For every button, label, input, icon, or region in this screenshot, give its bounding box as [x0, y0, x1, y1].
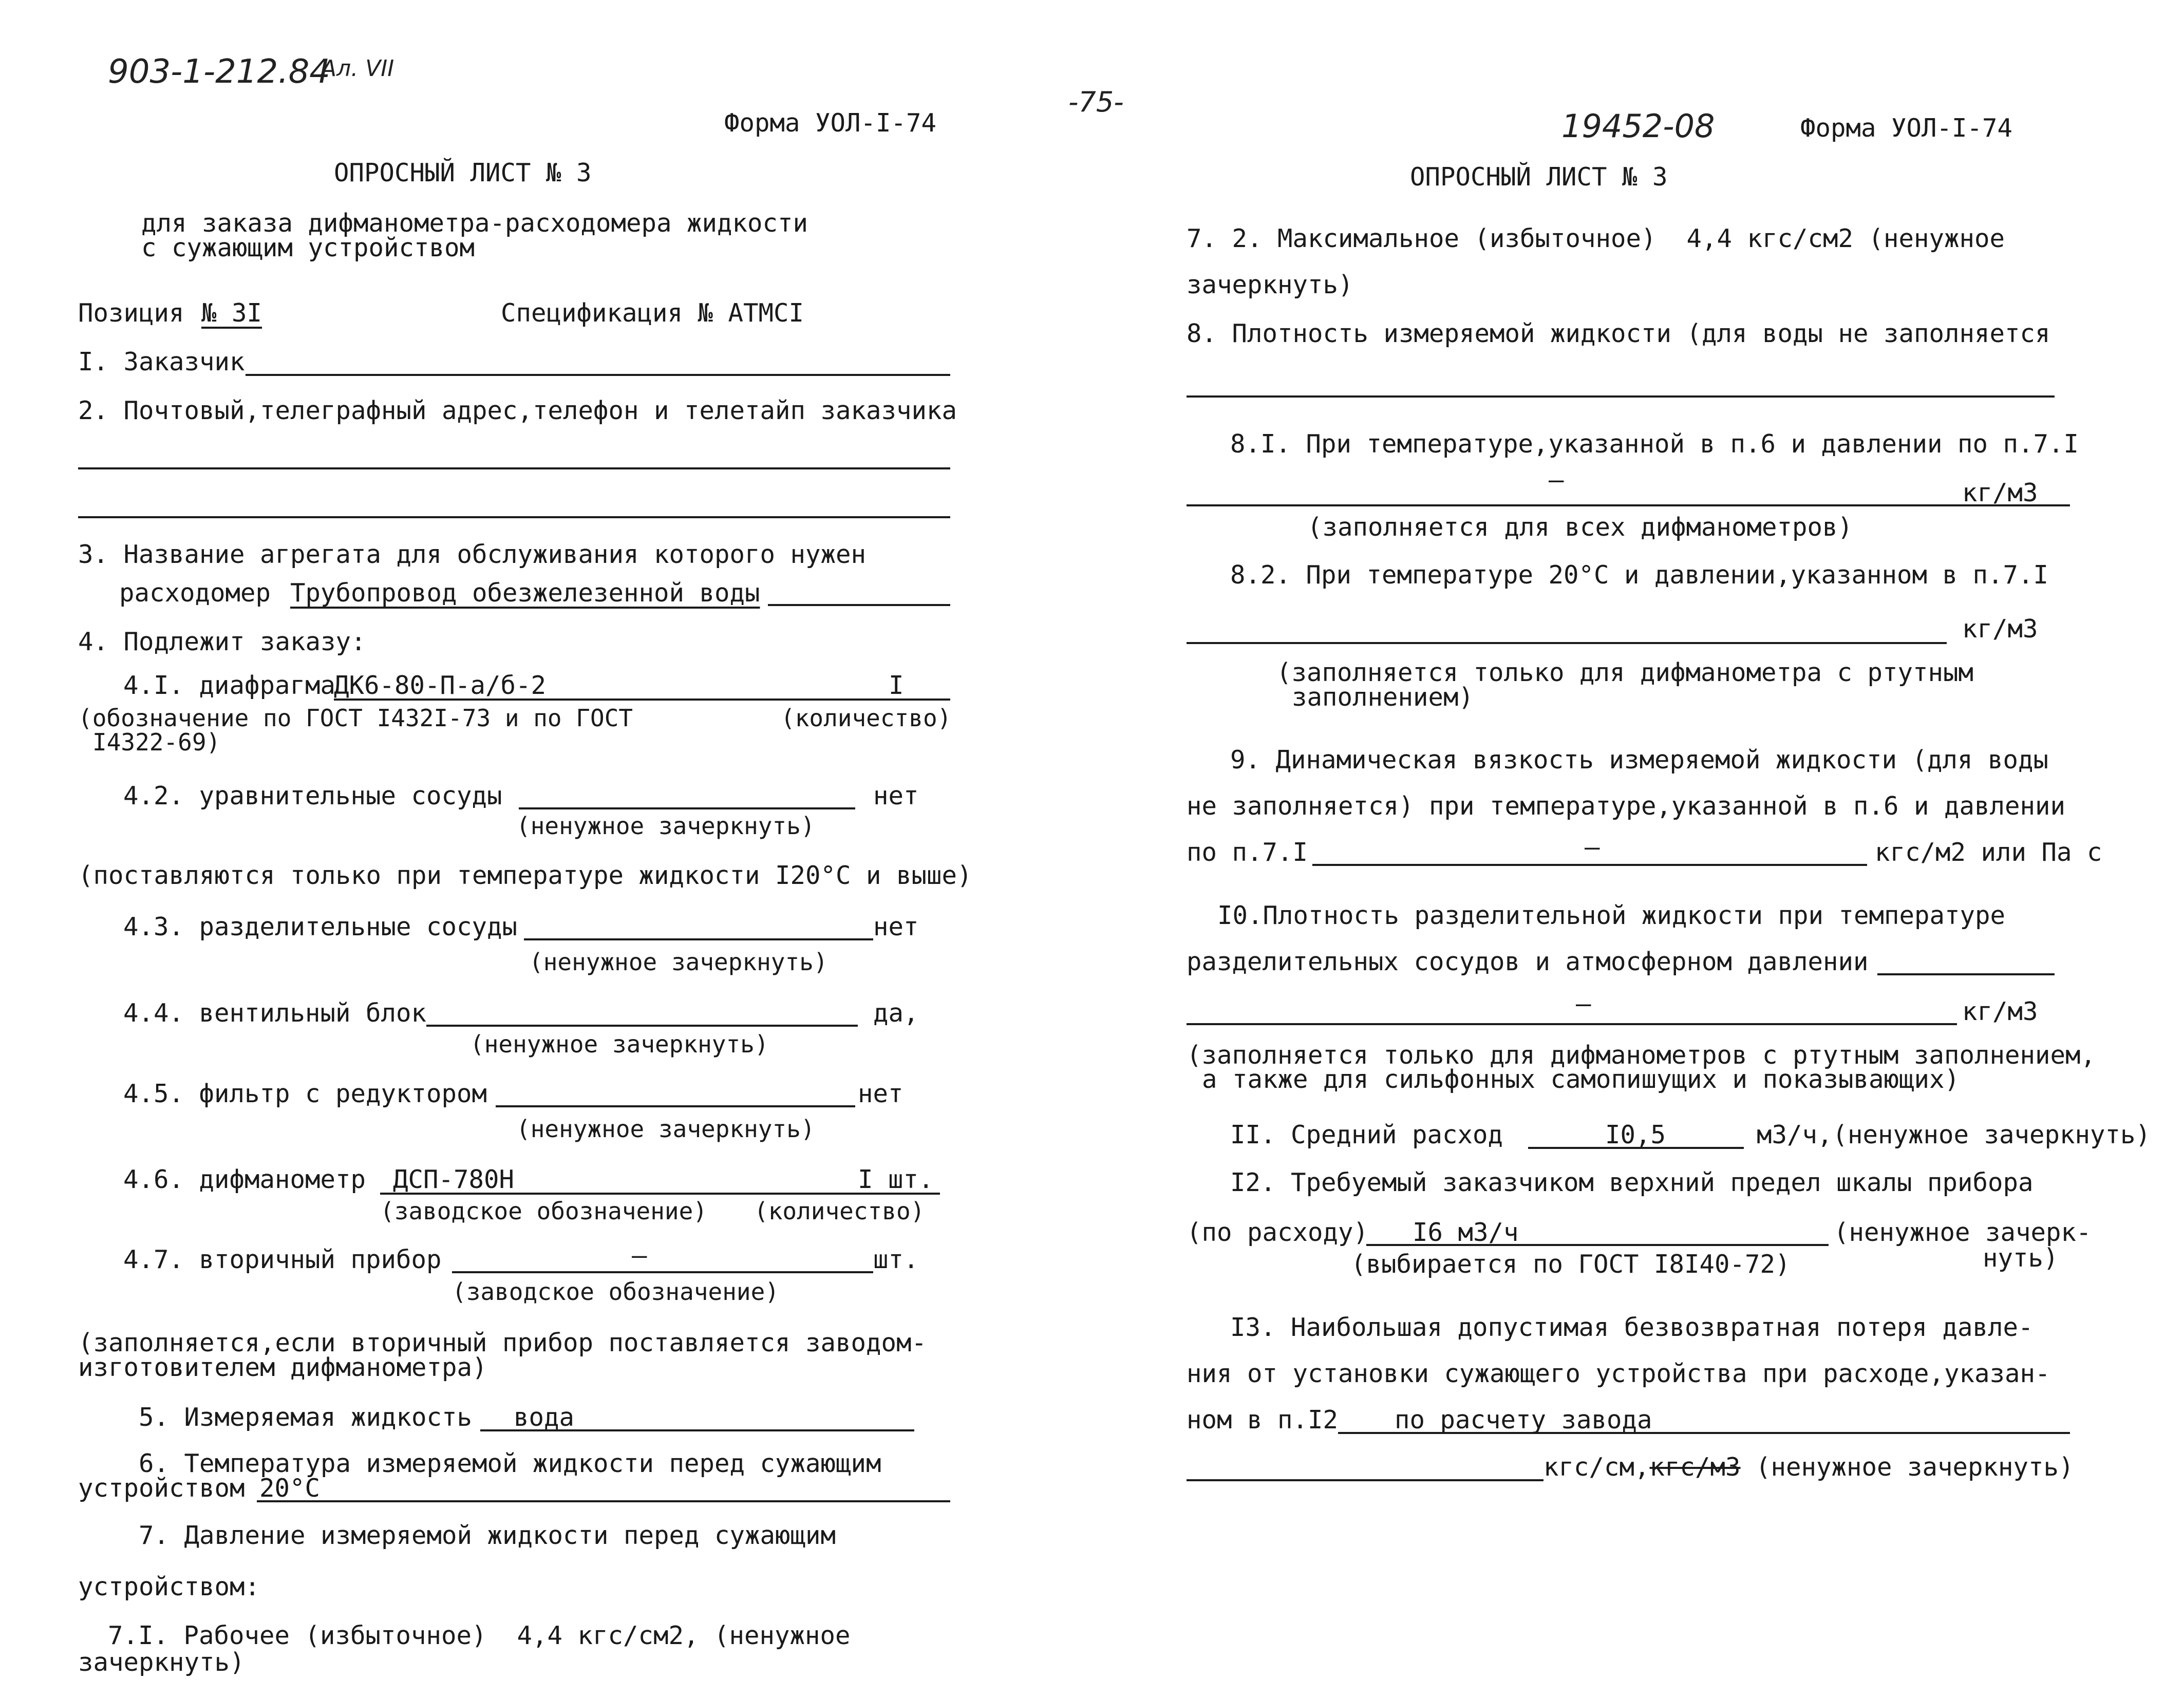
item-9-blank [1312, 864, 1867, 866]
page-number: -75- [1068, 86, 1124, 118]
item-4-order: 4. Подлежит заказу: [78, 627, 366, 656]
item-10-unit: кг/м3 [1962, 997, 2038, 1026]
item-12-blank [1366, 1244, 1829, 1246]
item-3-unit-line-1: 3. Название агрегата для обслуживания которого нужен [78, 540, 867, 569]
item-11-value: I0,5 [1605, 1120, 1666, 1149]
item-10-dash: — [1576, 989, 1591, 1018]
item-13-blank-2 [1187, 1479, 1543, 1481]
item-13-line-2: ния от установки сужающего устройства при расходе,указан- [1187, 1359, 2050, 1388]
item-3-blank [768, 604, 950, 606]
item-9-dash: — [1585, 833, 1600, 862]
item-13-value: по расчету завода [1395, 1405, 1652, 1435]
item-8-1-line: 8.I. При температуре,указанной в п.6 и давлении по п.7.I [1230, 429, 2079, 459]
item-4-7-label: 4.7. вторичный прибор [123, 1245, 442, 1274]
left-title: ОПРОСНЫЙ ЛИСТ № 3 [334, 158, 592, 187]
right-form-label: Форма УОЛ-I-74 [1800, 114, 2013, 143]
address-blank-1 [78, 467, 950, 469]
item-4-6-value: ДСП-780Н [393, 1165, 515, 1194]
item-6-line-2: устройством [78, 1474, 245, 1503]
item-10-blank-1 [1877, 973, 2055, 975]
item-5-label: 5. Измеряемая жидкость [139, 1403, 473, 1432]
item-8-2-line: 8.2. При температуре 20°С и давлении,указанном в п.7.I [1230, 560, 2049, 590]
position-value: № 3I [201, 298, 262, 328]
item-8-1-dash: — [1549, 465, 1564, 495]
item-8-density: 8. Плотность измеряемой жидкости (для воды не заполняется [1187, 319, 2050, 348]
item-4-2-value: нет [873, 781, 919, 810]
item-4-1-label: 4.I. диафрагма [123, 671, 336, 700]
item-7-1-line-1: 7.I. Рабочее (избыточное) 4,4 кгс/см2, (ненужное [108, 1621, 851, 1650]
item-4-1-blank [334, 699, 950, 701]
item-4-4-label: 4.4. вентильный блок [123, 998, 427, 1028]
item-4-3-blank [524, 938, 873, 940]
secondary-device-note-1: (заполняется,если вторичный прибор поставляется заводом- [78, 1328, 927, 1357]
item-8-blank [1187, 395, 2055, 398]
item-13-line-3: ном в п.I2 [1187, 1405, 1339, 1435]
item-4-5-blank [496, 1105, 855, 1107]
item-7-line-2: устройством: [78, 1572, 260, 1601]
item-6-value: 20°С [259, 1474, 321, 1503]
item-9-unit: кгс/м2 или Па с [1875, 838, 2102, 867]
item-12-strike-note-2: нуть) [1983, 1243, 2059, 1273]
item-7-2-line-2: зачеркнуть) [1187, 270, 1353, 299]
item-4-5-strike-note: (ненужное зачеркнуть) [516, 1115, 815, 1143]
item-4-4-value: да, [873, 998, 919, 1028]
item-4-1-quantity: I [889, 671, 904, 700]
item-5-value: вода [514, 1403, 575, 1432]
item-4-5-label: 4.5. фильтр с редуктором [123, 1079, 487, 1108]
item-10-line-1: I0.Плотность разделительной жидкости при температуре [1217, 901, 2006, 930]
item-11-unit: м3/ч,(ненужное зачеркнуть) [1757, 1120, 2151, 1149]
item-4-1-note-2: I4322-69) [92, 728, 221, 756]
item-5-blank [480, 1429, 914, 1431]
item-1-customer: I. Заказчик [78, 347, 245, 376]
item-4-2-supply-note: (поставляются только при температуре жидкости I20°С и выше) [78, 861, 972, 890]
item-3-unit-value: Трубопровод обезжелезенной воды [290, 578, 760, 608]
item-7-1-line-2: зачеркнуть) [78, 1648, 245, 1677]
item-4-6-note: (заводское обозначение) [380, 1197, 707, 1225]
item-12-strike-note-1: (ненужное зачерк- [1834, 1218, 2092, 1247]
item-8-1-unit: кг/м3 [1962, 478, 2038, 507]
item-6-blank [257, 1500, 950, 1502]
position-label: Позиция [78, 298, 184, 328]
item-13-unit [1543, 1452, 2074, 1482]
address-blank-2 [78, 516, 950, 518]
item-7-2-line-1: 7. 2. Максимальное (избыточное) 4,4 кгс/см2 (ненужное [1187, 224, 2005, 253]
customer-blank [246, 374, 950, 376]
item-4-4-blank [426, 1025, 858, 1027]
item-13-line-1: I3. Наибольшая допустимая безвозвратная потеря давле- [1230, 1313, 2034, 1342]
item-8-2-note-2: заполнением) [1292, 683, 1474, 712]
item-4-3-strike-note: (ненужное зачеркнуть) [529, 948, 828, 976]
right-document-number: 19452-08 [1561, 107, 1715, 145]
item-7-line-1: 7. Давление измеряемой жидкости перед сужающим [139, 1521, 836, 1550]
item-4-7-note: (заводское обозначение) [452, 1278, 779, 1306]
secondary-device-note-2: изготовителем дифманометра) [78, 1353, 487, 1382]
item-4-1-value: ДК6-80-П-а/б-2 [334, 671, 547, 700]
item-4-7-value: — [632, 1241, 647, 1270]
item-4-1-note-1: (обозначение по ГОСТ I432I-73 и по ГОСТ [78, 704, 633, 732]
item-4-2-blank [519, 807, 855, 809]
item-3-unit-line-2: расходомер [119, 578, 271, 608]
item-4-3-label: 4.3. разделительные сосуды [123, 912, 518, 941]
item-8-1-note: (заполняется для всех дифманометров) [1307, 513, 1853, 542]
item-8-2-note-1: (заполняется только для дифманометра с ртутным [1276, 658, 1974, 687]
item-13-unit-a: кгс/см, [1543, 1452, 1650, 1482]
item-13-unit-struck: кгс/м3 [1649, 1452, 1741, 1482]
item-12-line-2: (по расходу) [1187, 1218, 1369, 1247]
item-4-6-blank [380, 1193, 940, 1195]
item-12-line-1: I2. Требуемый заказчиком верхний предел шкалы прибора [1230, 1168, 2034, 1197]
document-code: 903-1-212.84 [108, 53, 330, 91]
item-9-line-2: не заполняется) при температуре,указанной в п.6 и давлении [1187, 791, 2066, 821]
item-9-line-3: по п.7.I [1187, 838, 1308, 867]
item-4-6-label: 4.6. дифманометр [123, 1165, 366, 1194]
item-8-2-blank [1187, 642, 1947, 644]
item-4-6-quantity: I шт. [858, 1165, 934, 1194]
item-4-3-value: нет [873, 912, 919, 941]
item-4-2-strike-note: (ненужное зачеркнуть) [516, 812, 815, 840]
left-form-label: Форма УОЛ-I-74 [724, 108, 937, 138]
item-4-5-value: нет [858, 1079, 903, 1108]
subtitle-line-2: с сужающим устройством [141, 233, 475, 262]
item-11-label: II. Средний расход [1230, 1120, 1503, 1149]
spec-label: Спецификация № АТМСI [501, 298, 804, 328]
subtitle-line-1: для заказа дифманометра-расходомера жидкости [141, 209, 808, 238]
item-2-address: 2. Почтовый,телеграфный адрес,телефон и телетайп заказчика [78, 396, 957, 425]
item-4-4-strike-note: (ненужное зачеркнуть) [470, 1030, 769, 1058]
item-4-7-unit: шт. [873, 1245, 919, 1274]
album-number: Ал. VII [321, 55, 394, 82]
item-13-unit-b: (ненужное зачеркнуть) [1740, 1452, 2074, 1482]
item-13-blank-1 [1338, 1432, 2070, 1434]
item-4-6-quantity-note: (количество) [754, 1197, 925, 1225]
right-title: ОПРОСНЫЙ ЛИСТ № 3 [1410, 162, 1668, 192]
item-4-1-quantity-note: (количество) [781, 704, 952, 732]
item-10-blank-2 [1187, 1023, 1957, 1025]
item-9-line-1: 9. Динамическая вязкость измеряемой жидкости (для воды [1230, 745, 2049, 775]
item-10-line-2: разделительных сосудов и атмосферном давлении [1187, 947, 1869, 976]
item-8-2-unit: кг/м3 [1962, 614, 2038, 644]
item-4-2-label: 4.2. уравнительные сосуды [123, 781, 502, 810]
item-10-note-1: (заполняется только для дифманометров с ртутным заполнением, [1187, 1041, 2096, 1070]
item-12-note: (выбирается по ГОСТ I8I40-72) [1351, 1250, 1791, 1279]
item-11-blank [1528, 1147, 1744, 1149]
item-12-value: I6 м3/ч [1413, 1218, 1519, 1247]
item-4-7-blank [452, 1271, 873, 1273]
item-8-1-blank [1187, 504, 2070, 506]
item-6-line-1: 6. Температура измеряемой жидкости перед сужающим [139, 1449, 881, 1478]
item-10-note-2: а также для сильфонных самопишущих и показывающих) [1202, 1065, 1960, 1094]
